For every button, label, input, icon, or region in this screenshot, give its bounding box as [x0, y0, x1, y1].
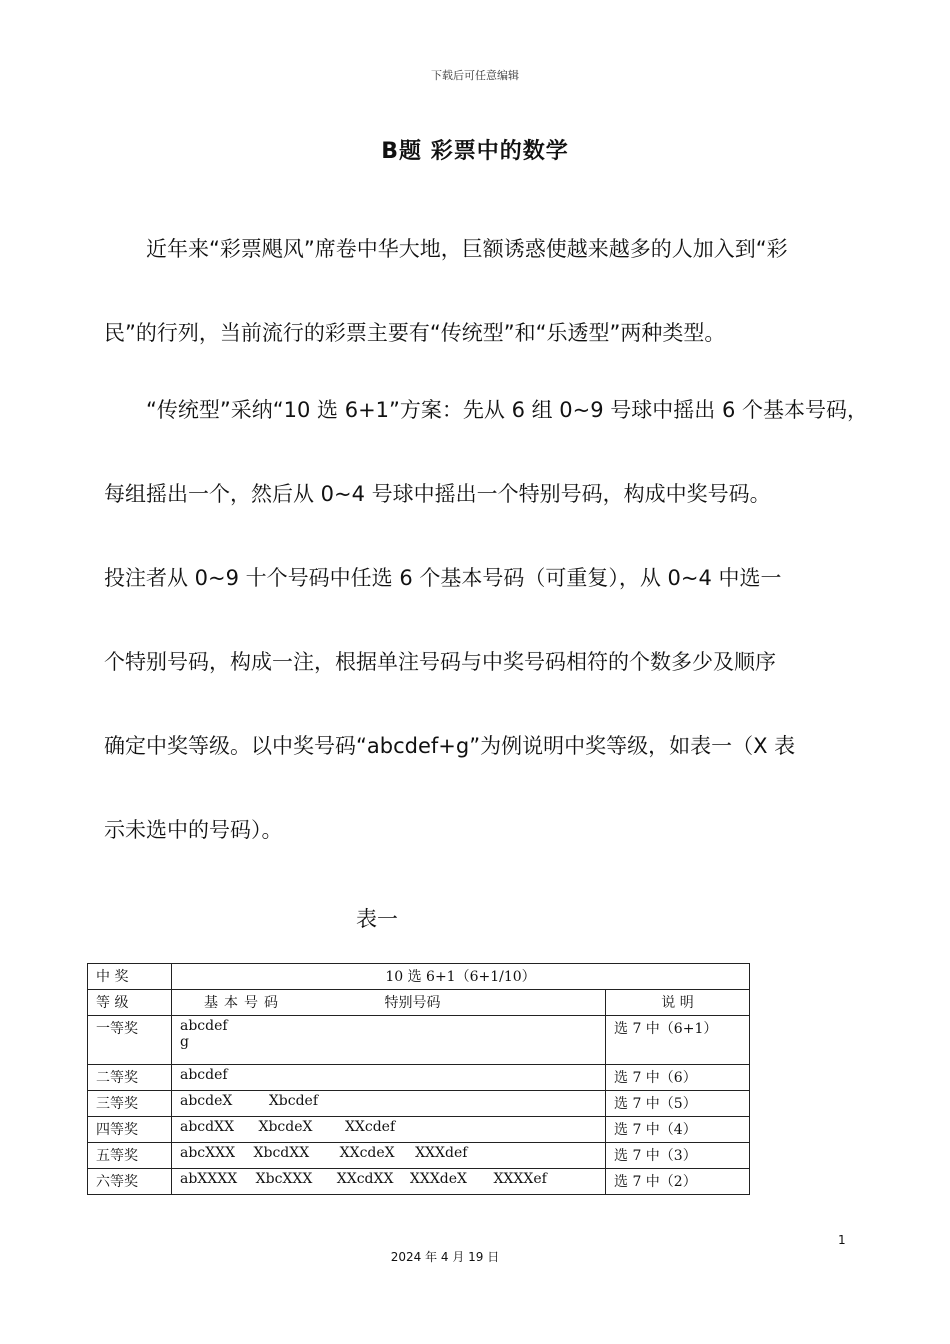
- combo: Xbcdef: [268, 1093, 319, 1109]
- combo: abcXXX: [180, 1145, 236, 1161]
- prize-level: 四等奖: [88, 1117, 172, 1143]
- paragraph-line: 每组摇出一个，然后从 0~4 号球中摇出一个特别号码，构成中奖号码。: [104, 482, 771, 506]
- header-desc: 说 明: [606, 990, 750, 1016]
- combo-cell: [172, 1065, 606, 1091]
- combo: abcdXX: [180, 1119, 235, 1135]
- header-special: 特别号码: [384, 995, 441, 1011]
- prize-level: 三等奖: [88, 1091, 172, 1117]
- header-basic: 基本号码: [204, 995, 284, 1011]
- paragraph-line: 确定中奖等级。以中奖号码“abcdef+g”为例说明中奖等级，如表一（X 表: [104, 734, 796, 758]
- combo: XXXdeX: [409, 1171, 468, 1187]
- prize-desc: 选 7 中（6）: [606, 1065, 750, 1091]
- header-numbers: [172, 990, 606, 1016]
- document-title: B题 彩票中的数学: [381, 139, 569, 164]
- prize-desc: 选 7 中（2）: [606, 1169, 750, 1195]
- paragraph-intro: [104, 207, 854, 375]
- combo: XbcdeX: [258, 1119, 313, 1135]
- table-header-row: [88, 964, 750, 990]
- combo: XbcdXX: [253, 1145, 310, 1161]
- prize-desc: 选 7 中（4）: [606, 1117, 750, 1143]
- prize-level: 六等奖: [88, 1169, 172, 1195]
- combo: XXXXef: [493, 1171, 547, 1187]
- paragraph-line: 投注者从 0~9 十个号码中任选 6 个基本号码（可重复），从 0~4 中选一: [104, 566, 782, 590]
- special-number: g: [180, 1034, 189, 1050]
- header-level-top: 中 奖: [88, 964, 172, 990]
- header-note: 下载后可任意编辑: [431, 69, 519, 82]
- combo-cell: [172, 1016, 606, 1065]
- prize-level: 二等奖: [88, 1065, 172, 1091]
- prize-level: 五等奖: [88, 1143, 172, 1169]
- combo: XXcdeX: [339, 1145, 395, 1161]
- prize-desc: 选 7 中（5）: [606, 1091, 750, 1117]
- table-header-row: [88, 990, 750, 1016]
- prize-level: 一等奖: [88, 1016, 172, 1065]
- combo-cell: [172, 1169, 606, 1195]
- table-row: [88, 1117, 750, 1143]
- combo: XXcdef: [344, 1119, 396, 1135]
- page-number: 1: [838, 1233, 846, 1247]
- combo-cell: [172, 1117, 606, 1143]
- prize-desc: 选 7 中（3）: [606, 1143, 750, 1169]
- combo: XbcXXX: [255, 1171, 313, 1187]
- table-row: [88, 1143, 750, 1169]
- header-scheme: 10 选 6+1（6+1/10）: [172, 964, 750, 990]
- combo: abcdef: [180, 1018, 228, 1034]
- combo: abXXXX: [180, 1171, 238, 1187]
- table-caption: 表一: [356, 907, 398, 931]
- paragraph-line: 民”的行列，当前流行的彩票主要有“传统型”和“乐透型”两种类型。: [104, 321, 726, 345]
- combo: XXcdXX: [336, 1171, 394, 1187]
- paragraph-line: 示未选中的号码）。: [104, 818, 283, 842]
- paragraph-line: 个特别号码，构成一注，根据单注号码与中奖号码相符的个数多少及顺序: [104, 650, 776, 674]
- combo: XXXdef: [415, 1145, 468, 1161]
- header-level-bottom: 等 级: [88, 990, 172, 1016]
- footer-date: 2024 年 4 月 19 日: [390, 1250, 500, 1264]
- paragraph-line: 近年来“彩票飓风”席卷中华大地，巨额诱惑使越来越多的人加入到“彩: [104, 237, 788, 261]
- combo-cell: [172, 1143, 606, 1169]
- table-row: [88, 1169, 750, 1195]
- paragraph-rules: [104, 368, 868, 872]
- table-row: [88, 1016, 750, 1065]
- combo-cell: [172, 1091, 606, 1117]
- table-row: [88, 1065, 750, 1091]
- prize-table: [87, 963, 750, 1195]
- combo: abcdef: [180, 1067, 228, 1083]
- paragraph-line: “传统型”采纳“10 选 6+1”方案：先从 6 组 0~9 号球中摇出 6 个基本号码，: [104, 398, 868, 422]
- prize-desc: 选 7 中（6+1）: [606, 1016, 750, 1065]
- combo: abcdeX: [180, 1093, 233, 1109]
- table-row: [88, 1091, 750, 1117]
